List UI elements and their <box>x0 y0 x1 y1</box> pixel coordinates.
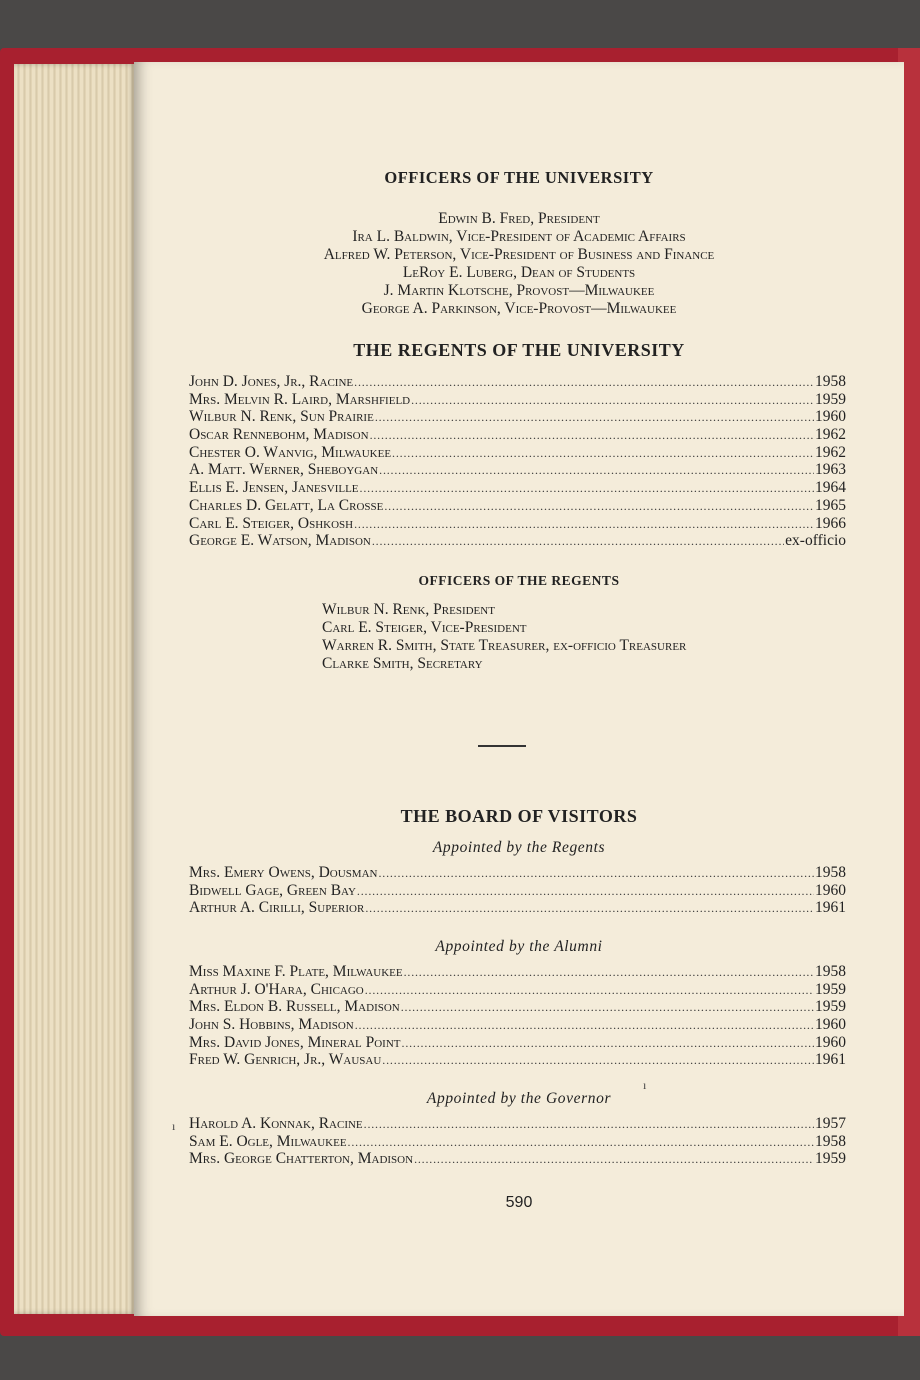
list-item <box>189 497 846 515</box>
leader-dots <box>384 497 814 516</box>
list-item <box>189 515 846 533</box>
regents-title: THE REGENTS OF THE UNIVERSITY <box>353 340 685 360</box>
entry-name: Mrs. Eldon B. Russell, Madison <box>189 998 400 1016</box>
group-heading-alumni: Appointed by the Alumni <box>435 938 603 955</box>
page-edges <box>14 64 136 1314</box>
list-item <box>189 864 846 882</box>
list-item <box>189 899 846 917</box>
entry-name: Wilbur N. Renk, Sun Prairie <box>189 408 374 426</box>
entry-year: 1959 <box>815 390 846 408</box>
entry-name: John S. Hobbins, Madison <box>189 1016 354 1034</box>
page-content <box>134 62 904 1316</box>
officers-regents-list <box>322 601 686 673</box>
officer-line: Warren R. Smith, State Treasurer, ex-officio Treasurer <box>322 637 687 654</box>
entry-year: 1960 <box>815 408 846 426</box>
entry-year: 1958 <box>815 1132 846 1150</box>
list-item <box>189 426 846 444</box>
entry-name: Carl E. Steiger, Oshkosh <box>189 514 354 532</box>
entry-name: Fred W. Genrich, Jr., Wausau <box>189 1051 382 1069</box>
entry-name: Charles D. Gelatt, La Crosse <box>189 496 384 514</box>
entry-year: 1958 <box>815 963 846 980</box>
officer-line: Edwin B. Fred, President <box>438 210 600 227</box>
leader-dots <box>414 1150 814 1169</box>
leader-dots <box>348 1133 814 1152</box>
list-item <box>189 373 846 391</box>
entry-name: Mrs. George Chatterton, Madison <box>189 1150 414 1168</box>
list-item <box>189 1016 846 1034</box>
officer-line: Alfred W. Peterson, Vice-President of Business and Finance <box>323 246 715 263</box>
list-item <box>189 998 846 1016</box>
entry-name: Arthur A. Cirilli, Superior <box>189 899 365 917</box>
entry-year: 1961 <box>815 899 846 917</box>
entry-name: Miss Maxine F. Plate, Milwaukee <box>189 963 403 980</box>
regents-list <box>189 373 846 550</box>
leader-dots <box>402 1034 814 1053</box>
list-item <box>189 479 846 497</box>
leader-dots <box>370 426 814 445</box>
entry-year: 1957 <box>815 1115 846 1132</box>
entry-name: Oscar Rennebohm, Madison <box>189 426 369 444</box>
officer-line: Carl E. Steiger, Vice-President <box>322 619 527 636</box>
list-item <box>189 981 846 999</box>
entry-name: John D. Jones, Jr., Racine <box>189 373 354 390</box>
officers-university-title: OFFICERS OF THE UNIVERSITY <box>384 168 654 187</box>
list-item <box>189 1115 846 1133</box>
list-item <box>189 1034 846 1052</box>
leader-dots <box>379 461 814 480</box>
group-heading-governor: Appointed by the Governor <box>426 1090 612 1107</box>
leader-dots <box>355 1016 814 1035</box>
officers-regents-title: OFFICERS OF THE REGENTS <box>418 573 620 588</box>
officer-line: Ira L. Baldwin, Vice-President of Academic Affairs <box>352 228 686 245</box>
entry-year: 1962 <box>815 443 846 461</box>
entry-year: 1965 <box>815 496 846 514</box>
list-item <box>189 963 846 981</box>
entry-year: 1958 <box>815 864 846 881</box>
list-item <box>189 532 846 550</box>
entry-name: Mrs. Melvin R. Laird, Marshfield <box>189 390 411 408</box>
book-page <box>134 62 904 1316</box>
list-item <box>189 1051 846 1069</box>
officer-line: Wilbur N. Renk, President <box>322 601 495 618</box>
list-item <box>189 1150 846 1168</box>
entry-year: 1960 <box>815 1033 846 1051</box>
entry-name: Chester O. Wanvig, Milwaukee <box>189 443 392 461</box>
leader-dots <box>354 515 814 534</box>
entry-year: 1959 <box>815 998 846 1016</box>
leader-dots <box>404 963 814 982</box>
leader-dots <box>411 391 814 410</box>
leader-dots <box>401 998 814 1017</box>
officer-line: George A. Parkinson, Vice-Provost—Milwaukee <box>361 300 677 317</box>
entry-name: A. Matt. Werner, Sheboygan <box>189 461 379 479</box>
entry-year: 1964 <box>815 479 846 497</box>
list-item <box>189 408 846 426</box>
section-divider <box>478 745 526 747</box>
stray-mark: ı <box>172 1119 176 1133</box>
stray-mark: ı <box>643 1078 647 1092</box>
leader-dots <box>360 479 814 498</box>
entry-name: Bidwell Gage, Green Bay <box>189 881 356 899</box>
entry-year: 1960 <box>815 1016 846 1034</box>
leader-dots <box>375 408 814 427</box>
list-item <box>189 444 846 462</box>
entry-year: 1959 <box>815 1150 846 1168</box>
leader-dots <box>365 899 814 918</box>
entry-name: George E. Watson, Madison <box>189 532 371 550</box>
entry-year: 1962 <box>815 426 846 444</box>
officer-line: J. Martin Klotsche, Provost—Milwaukee <box>383 282 655 299</box>
entry-year: 1966 <box>815 514 846 532</box>
officer-line: LeRoy E. Luberg, Dean of Students <box>402 264 636 281</box>
visitors-title: THE BOARD OF VISITORS <box>400 806 638 826</box>
officer-line: Clarke Smith, Secretary <box>322 655 483 672</box>
list-item <box>189 391 846 409</box>
entry-year: ex-officio <box>785 532 846 550</box>
entry-name: Arthur J. O'Hara, Chicago <box>189 980 364 998</box>
list-item <box>189 461 846 479</box>
page-number: 590 <box>505 1194 533 1211</box>
list-item <box>189 1133 846 1151</box>
leader-dots <box>365 981 814 1000</box>
leader-dots <box>372 532 784 551</box>
entry-name: Sam E. Ogle, Milwaukee <box>189 1132 347 1150</box>
entry-name: Mrs. David Jones, Mineral Point <box>189 1033 401 1051</box>
entry-name: Mrs. Emery Owens, Dousman <box>189 864 378 881</box>
entry-year: 1960 <box>815 881 846 899</box>
entry-year: 1958 <box>815 373 846 390</box>
leader-dots <box>354 373 814 392</box>
entry-name: Harold A. Konnak, Racine <box>189 1115 363 1132</box>
entry-year: 1961 <box>815 1051 846 1069</box>
leader-dots <box>392 444 814 463</box>
entry-name: Ellis E. Jensen, Janesville <box>189 479 359 497</box>
leader-dots <box>378 864 814 883</box>
entry-year: 1963 <box>815 461 846 479</box>
list-item <box>189 882 846 900</box>
visitors-governor-list <box>189 1115 846 1168</box>
leader-dots <box>357 882 814 901</box>
group-heading-regents: Appointed by the Regents <box>432 839 606 856</box>
visitors-alumni-list <box>189 963 846 1069</box>
leader-dots <box>382 1051 814 1070</box>
visitors-regents-list <box>189 864 846 917</box>
entry-year: 1959 <box>815 980 846 998</box>
leader-dots <box>364 1115 814 1134</box>
